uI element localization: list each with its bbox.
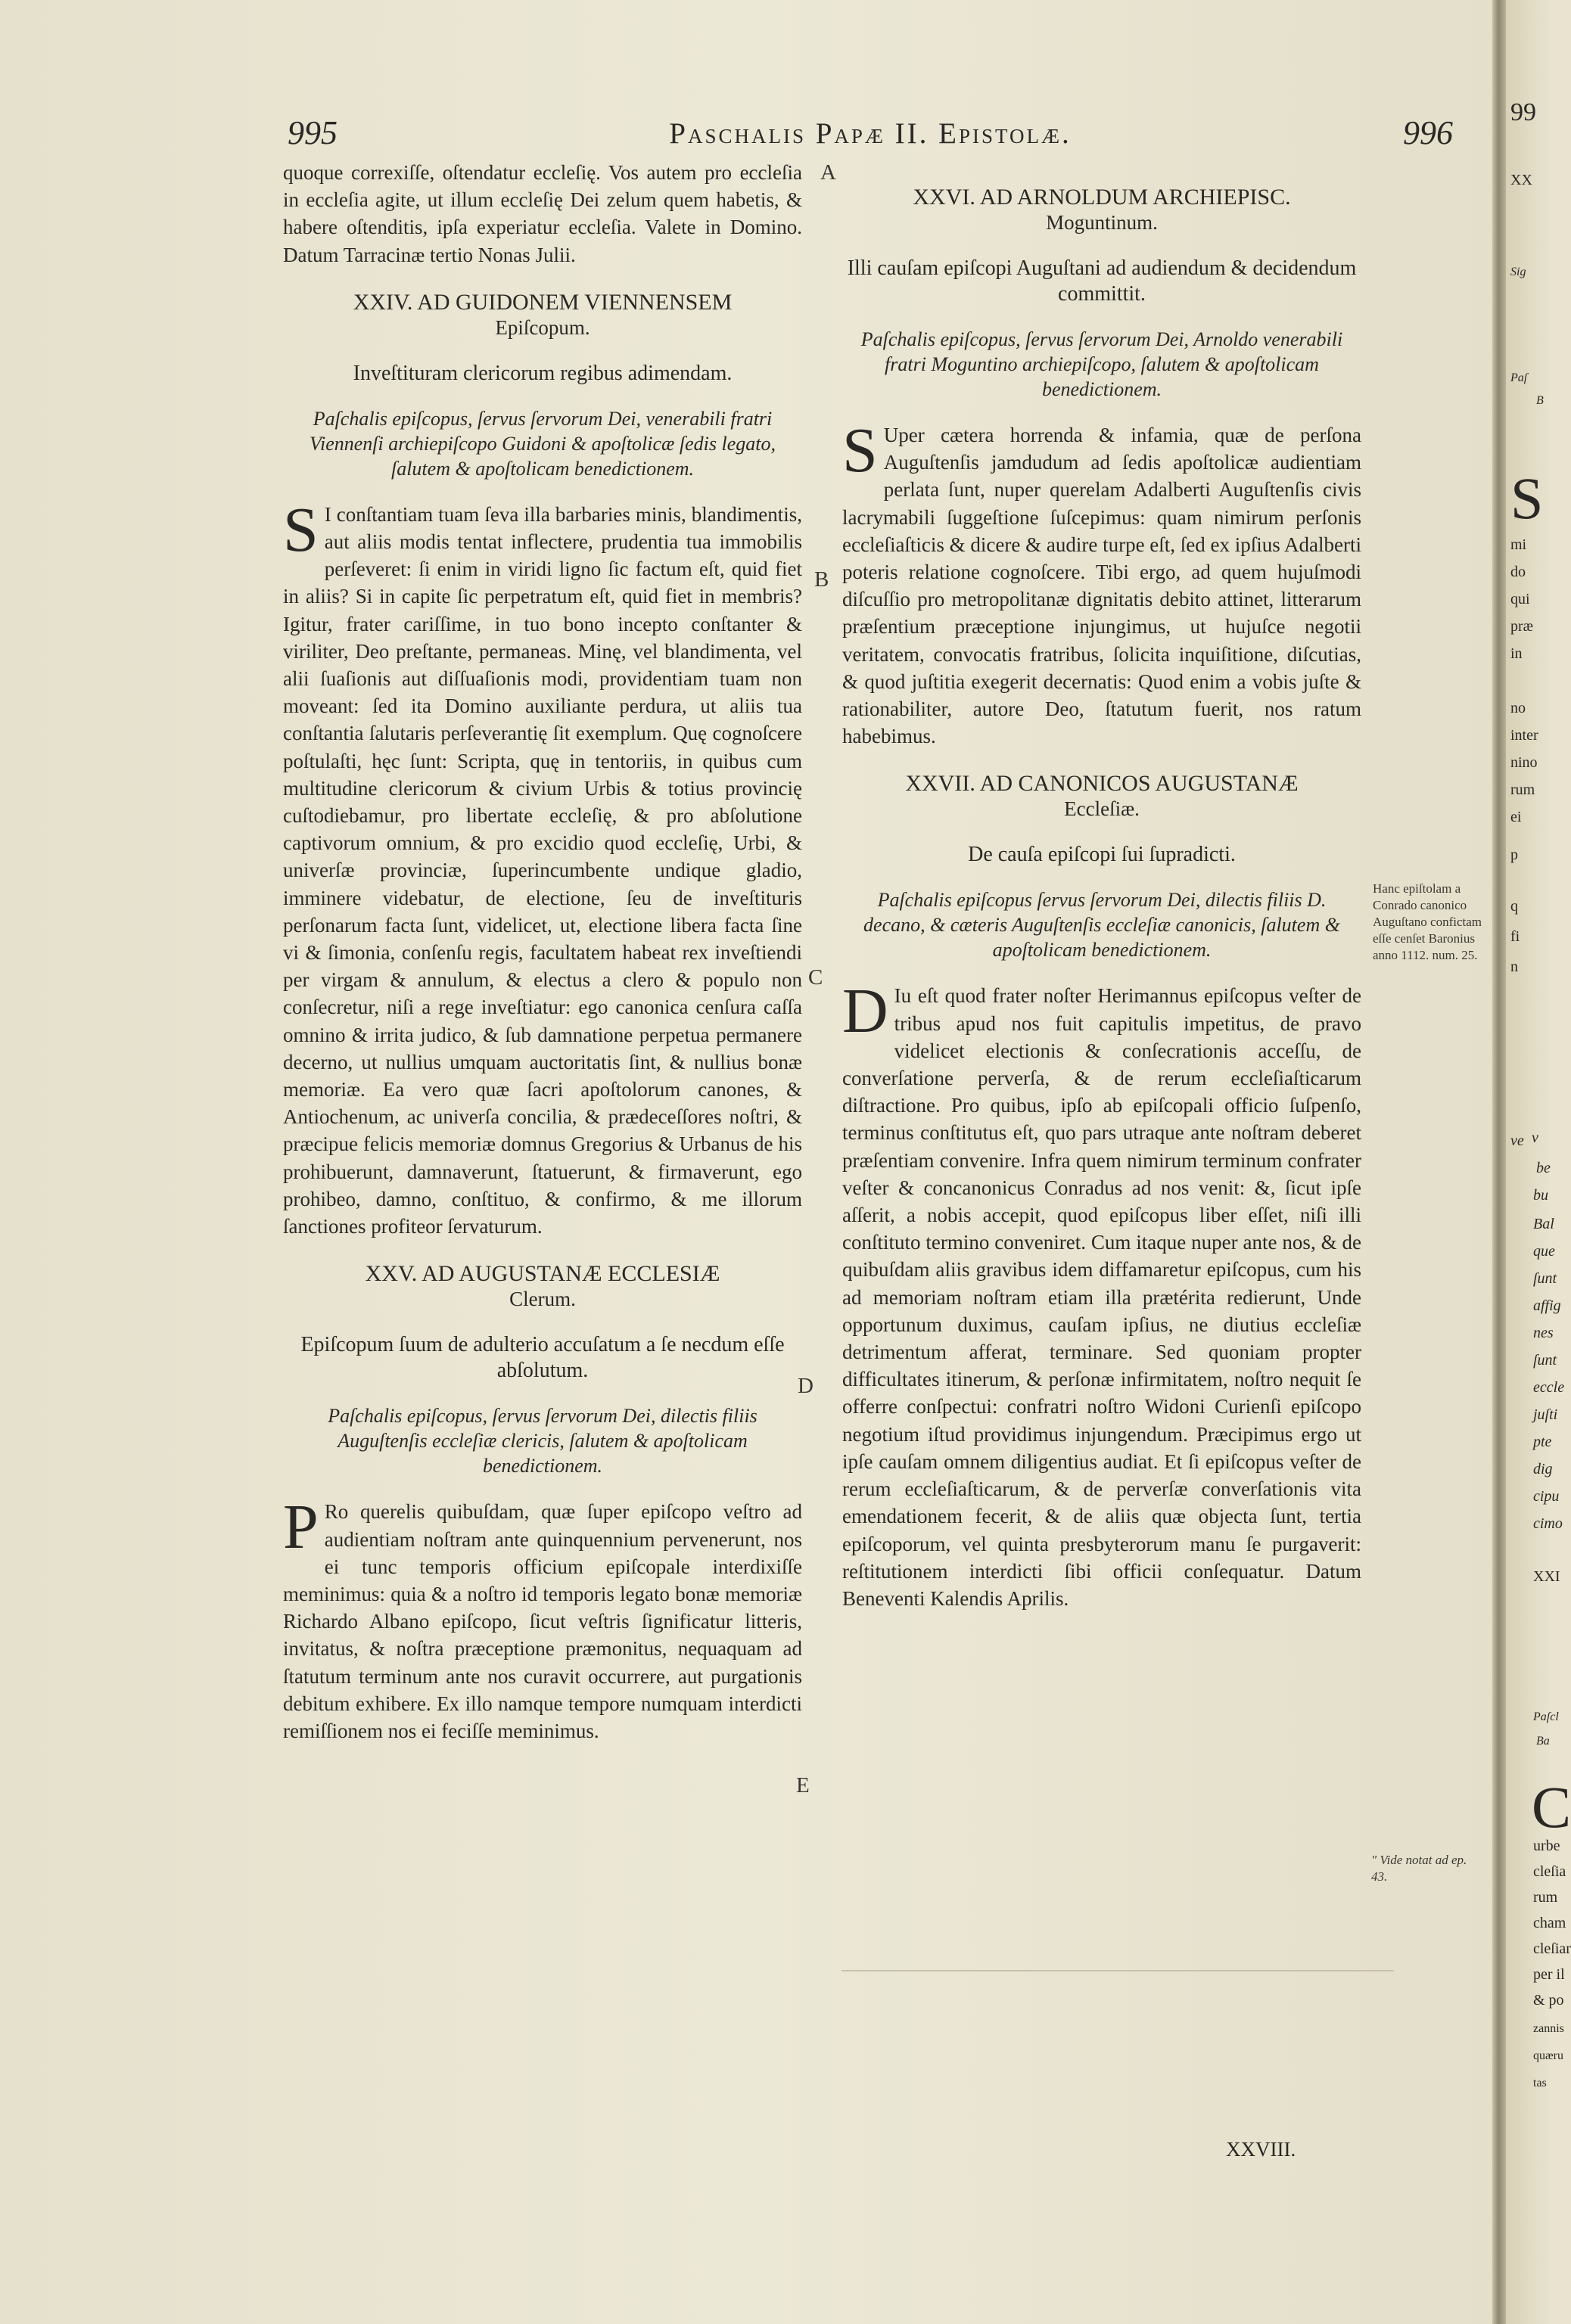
next-page-fragment: cleſia xyxy=(1533,1863,1566,1880)
letter-subheading: Clerum. xyxy=(509,1288,576,1311)
letter-summary: De cauſa epiſcopi ſui ſupradicti. xyxy=(968,843,1236,867)
drop-cap: S xyxy=(283,494,319,565)
letter-subheading: Epiſcopum. xyxy=(495,315,590,339)
next-page-fragment: in xyxy=(1510,645,1523,662)
next-page-fragment: q xyxy=(1510,898,1518,915)
letter-body xyxy=(842,976,1361,1612)
continued-text: quoque correxiſſe, oſtendatur eccleſię. Vos autem pro eccleſia in eccleſia agite, ut illum eccleſię Dei zelum quem habetis, & habere oſtenditis, ipſa experiatur eccleſia. Valete in Domino. Datum Tarracinæ tertio Nonas Julii. xyxy=(283,161,802,266)
next-page-fragment: be xyxy=(1536,1160,1551,1176)
letter-title xyxy=(842,771,1361,821)
letter-subheading: Eccleſiæ. xyxy=(1064,797,1140,821)
next-page-fragment: qui xyxy=(1510,591,1530,607)
next-page-fragment: & po xyxy=(1533,1992,1564,2009)
letter-salutation: Paſchalis epiſcopus, ſervus ſervorum Dei, dilectis filiis Auguſtenſis eccleſiæ clericis, ſalutem & apoſtolicam benedictionem. xyxy=(328,1405,758,1477)
margin-note-vide: " Vide notat ad ep. 43. xyxy=(1371,1853,1467,1884)
next-page-fragment: nino xyxy=(1510,754,1538,771)
letter-heading: XXV. AD AUGUSTANÆ ECCLESIÆ xyxy=(365,1261,720,1287)
next-page-edge xyxy=(1506,0,1571,2324)
next-page-fragment: cimo xyxy=(1533,1515,1563,1532)
letter-body-text: Uper cætera horrenda & infamia, quæ de perſona Auguſtenſis jamdudum ad ſedis apoſtolicæ audientiam perlata ſunt, nuper querelam Adalberti Auguſtenſis civis lacrymabili ſuggeſtione ſuſcepimus: quam nimirum perſonis eccleſiaſticis & dicere & audire turpe eſt, ſed ex ipſius Adalberti poteris relatione cognoſcere. Tibi ergo, ad quem hujuſmodi diſcuſſio pro metropolitanæ dignitatis debito attinet, litterarum præſentium præceptione injungimus, ut hujuſce negotii veritatem, convocatis fratribus, ſolicita inquiſitione, diſcutias, & quod juſtitia exegerit decernatis: Quod enim a vobis juſte & rationabiliter, autore Deo, ſtatutum fuerit, nos ratum habebimus. xyxy=(842,424,1361,748)
next-page-fragment: ſunt xyxy=(1533,1352,1557,1369)
letter-body xyxy=(283,1492,802,1745)
letter-xxiv xyxy=(283,290,802,1240)
next-page-fragment: per il xyxy=(1533,1966,1565,1983)
letter-subheading: Moguntinum. xyxy=(1046,211,1158,234)
letter-body-text: I conſtantiam tuam ſeva illa barbaries minis, blandimentis, aut aliis modis tentat inflectere, prudentia tua immobilis perſeveret: ſi enim in viridi ligno ſic factum eſt, quid fiet in aliis? Si in capite ſic perpetratum eſt, quid fiet in membris? Igitur, frater cariſſime, in tuo bono incepto conſtanter & viriliter, Deo preſtante, permaneas. Minę, vel blandimenta, vel alii ſuaſionis aut diſſuaſionis modi, providentiam tuam non moveant: ſed ita Domino auxiliante perdura, ut aliis tua conſtantia ſalutaris perſeverantię ſit exemplum. Quę cognoſcere poſtulaſti, hęc ſunt: Scripta, quę in tentoriis, in quibus cum multitudine clericorum & civium Urbis & totius provincię cuſtodiebamur, pro libertate eccleſię, & pro abſolutione captivorum omnium, & pro excidio quod eccleſię, Urbi, & univerſæ provinciæ, ſuperincumbente undique gladio, imminere videbatur, de electione, ſeu de inveſtituris perſonarum facta ſunt, videlicet, ut, electione libera facta ſine vi & ſimonia, conſenſu regis, facultatem habeat rex inveſtiendi per virgam & annulum, & electus a clero & populo non conſecretur, niſi a rege inveſtiatur: ego canonica cenſura caſſa omnino & irrita judico, & ſub damnatione perpetua permanere decerno, ut nullius umquam auctoritatis ſint, & nullius bonæ memoriæ. Ea vero quæ ſacri apoſtolorum canones, & Antiochenum, ac univerſa concilia, & prædeceſſores noſtri, & præcipue felicis memoriæ domnus Gregorius & Urbanus de his prohibuerunt, damnaverunt, ſtatuerunt, & firmaverunt, ego prohibeo, damno, conſtituo, & confirmo, & me illorum ſanctiones profiteor ſervaturum. xyxy=(283,502,802,1238)
next-page-fragment: dig xyxy=(1533,1461,1553,1477)
next-page-fragment: Bal xyxy=(1533,1216,1554,1232)
next-page-fragment: 99 xyxy=(1510,98,1536,126)
next-page-fragment: inter xyxy=(1510,727,1538,744)
book-gutter xyxy=(1492,0,1506,2324)
next-page-fragment: bu xyxy=(1533,1187,1548,1204)
next-page-fragment: mi xyxy=(1510,536,1527,553)
letter-heading: XXVI. AD ARNOLDUM ARCHIEPISC. xyxy=(913,185,1291,210)
next-page-fragment: C xyxy=(1532,1774,1571,1840)
letter-title xyxy=(283,290,802,340)
letter-summary: Illi cauſam epiſcopi Auguſtani ad audiendum & decidendum committit. xyxy=(847,256,1357,306)
letter-summary: Epiſcopum ſuum de adulterio accuſatum a ſe necdum eſſe abſolutum. xyxy=(300,1333,785,1383)
next-page-fragment: rum xyxy=(1510,781,1535,798)
page-number-left: 995 xyxy=(288,114,338,151)
letter-body xyxy=(842,415,1361,750)
margin-letter-e: E xyxy=(796,1773,810,1797)
drop-cap: P xyxy=(283,1492,319,1563)
next-page-fragment: cham xyxy=(1533,1915,1566,1931)
next-page-fragment: eccle xyxy=(1533,1379,1565,1396)
next-page-fragment: XXI xyxy=(1533,1568,1560,1585)
letter-salutation: Paſchalis epiſcopus, ſervus ſervorum Dei, venerabili fratri Viennenſi archiepiſcopo Guidoni & apoſtolicæ ſedis legato, ſalutem & apoſtolicam benedictionem. xyxy=(310,407,776,480)
margin-note-baronius: Hanc epiſtolam a Conrado canonico Auguſtano confictam eſſe cenſet Baronius anno 1112. num. 25. xyxy=(1373,881,1482,962)
letter-xxvii xyxy=(842,771,1361,1612)
margin-letter-c: C xyxy=(808,965,823,990)
next-page-fragment: nes xyxy=(1533,1325,1554,1341)
letter-title xyxy=(283,1261,802,1311)
next-page-fragment: que xyxy=(1533,1243,1555,1260)
letter-body xyxy=(283,494,802,1240)
next-page-fragment: præ xyxy=(1510,618,1533,635)
next-page-fragment: XX xyxy=(1510,172,1532,188)
next-page-fragment: B xyxy=(1536,394,1544,407)
next-page-fragment: cleſiar xyxy=(1533,1940,1571,1957)
next-page-fragment: do xyxy=(1510,564,1526,580)
running-title: Paschalis Papæ II. Epistolæ. xyxy=(669,117,1072,150)
page-number-right: 996 xyxy=(1403,114,1453,151)
next-page-fragment: pte xyxy=(1533,1434,1552,1450)
running-header xyxy=(288,113,1453,159)
next-page-fragment: Paſ xyxy=(1510,371,1528,384)
next-page-fragment: Paſcl xyxy=(1533,1710,1559,1723)
letter-heading: XXVII. AD CANONICOS AUGUSTANÆ xyxy=(905,771,1299,797)
margin-letter-b: B xyxy=(814,567,829,592)
letter-salutation: Paſchalis epiſcopus ſervus ſervorum Dei, dilectis filiis D. decano, & cæteris Auguſtenſis eccleſiæ canonicis, ſalutem & apoſtolicam benedictionem. xyxy=(863,889,1340,962)
next-page-fragment: fi xyxy=(1510,928,1520,945)
margin-letter-d: D xyxy=(798,1374,813,1398)
next-page-fragment: rum xyxy=(1533,1889,1558,1906)
next-page-fragment: ſunt xyxy=(1533,1270,1557,1287)
next-page-fragment: urbe xyxy=(1533,1838,1560,1854)
left-column xyxy=(283,159,802,1745)
margin-letter-a: A xyxy=(820,160,836,185)
letter-heading: XXIV. AD GUIDONEM VIENNENSEM xyxy=(353,289,733,315)
next-page-fragment: zannis xyxy=(1533,2022,1564,2035)
letter-xxvi xyxy=(842,185,1361,750)
next-page-fragment: tas xyxy=(1533,2077,1547,2089)
letter-salutation: Paſchalis epiſcopus, ſervus ſervorum Dei, Arnoldo venerabili fratri Moguntino archiepiſcopo, ſalutem & apoſtolicam benedictionem. xyxy=(860,328,1343,400)
next-page-fragment: p xyxy=(1510,847,1518,863)
letter-body-text: Ro querelis quibuſdam, quæ ſuper epiſcopo veſtro ad audientiam noſtram ante quinquennium pervenerunt, nos ei tunc temporis officium epiſcopale interdixiſſe meminimus: quia & a noſtro id temporis legato bonæ memoriæ Richardo Albano epiſcopo, ſicut veſtris ſignificatur litteris, invitatus, & noſtra præceptione præmonitus, nequaquam ad ſtatutum terminum ante nos curavit occurrere, aut purgationis debitum exhibere. Ex illo namque tempore numquam interdicti remiſſionem nos ei feciſſe meminimus. xyxy=(283,1500,802,1742)
drop-cap: D xyxy=(842,976,888,1047)
letter-title xyxy=(842,185,1361,235)
next-page-fragment: Sig xyxy=(1510,266,1526,278)
next-page-fragment: cipu xyxy=(1533,1488,1560,1505)
next-page-fragment: v xyxy=(1532,1129,1538,1146)
next-page-fragment: ve xyxy=(1510,1132,1524,1149)
next-page-fragment: S xyxy=(1510,465,1544,531)
catchword: XXVIII. xyxy=(1226,2138,1296,2161)
right-column xyxy=(842,159,1361,1612)
next-page-fragment: Ba xyxy=(1536,1735,1550,1748)
letter-summary: Inveſtituram clericorum regibus adimendam. xyxy=(353,361,733,385)
drop-cap: S xyxy=(842,415,878,486)
next-page-fragment: n xyxy=(1510,958,1518,975)
column-rule xyxy=(841,1970,1394,1971)
next-page-fragment: no xyxy=(1510,700,1526,716)
letter-body-text: Iu eſt quod frater noſter Herimannus epiſcopus veſter de tribus apud nos fuit capitulis impetitus, de pravo videlicet electionis & conſecrationis acceſſu, de converſatione perverſa, & de rerum eccleſiaſticarum diſtractione. Pro quibus, ipſo ab epiſcopali officio ſuſpenſo, terminus conſtitutus eſt, quo pars utraque ante noſtram deberet præſentiam convenire. Infra quem nimirum terminum confrater veſter & concanonicus Conradus ad nos venit: &, ſicut ipſe aſſerit, a nobis accepit, quod epiſcopus liber eſſet, niſi illi conſtituto termino conveniret. Cum itaque nuper ante nos, & de quibuſdam aliis gravibus idem diffamaretur epiſcopus, cum his ad memoriam noſtram etiam illa prætérita redierunt, Unde opportunum duximus, cauſam ipſius, ne diutius eccleſiæ detrimentum afferat, terminare. Sed quoniam propter difficultates itinerum, & perſonæ infirmitatem, noſtro nequit ſe offerre conſpectui: confratri noſtro Widoni Curienſi epiſcopo negotium iſtud providimus injungendum. Præcipimus ergo ut ipſe cauſam omnem diligentius audiat. Et ſi epiſcopus veſter de rerum eccleſiaſticarum, & de perverſæ converſationis vita emendationem fecerit, & de aliis quæ objecta ſunt, tertia epiſcoporum, vel quinta presbyterorum manu ſe purgaverit: reſtitutionem interdicti ſibi officii conſequatur. Datum Beneventi Kalendis Aprilis. xyxy=(842,984,1361,1610)
next-page-fragment: ei xyxy=(1510,809,1522,825)
letter-xxv xyxy=(283,1261,802,1745)
next-page-fragment: quæru xyxy=(1533,2049,1563,2062)
next-page-fragment: juſti xyxy=(1533,1406,1558,1423)
next-page-fragment: affig xyxy=(1533,1297,1561,1314)
